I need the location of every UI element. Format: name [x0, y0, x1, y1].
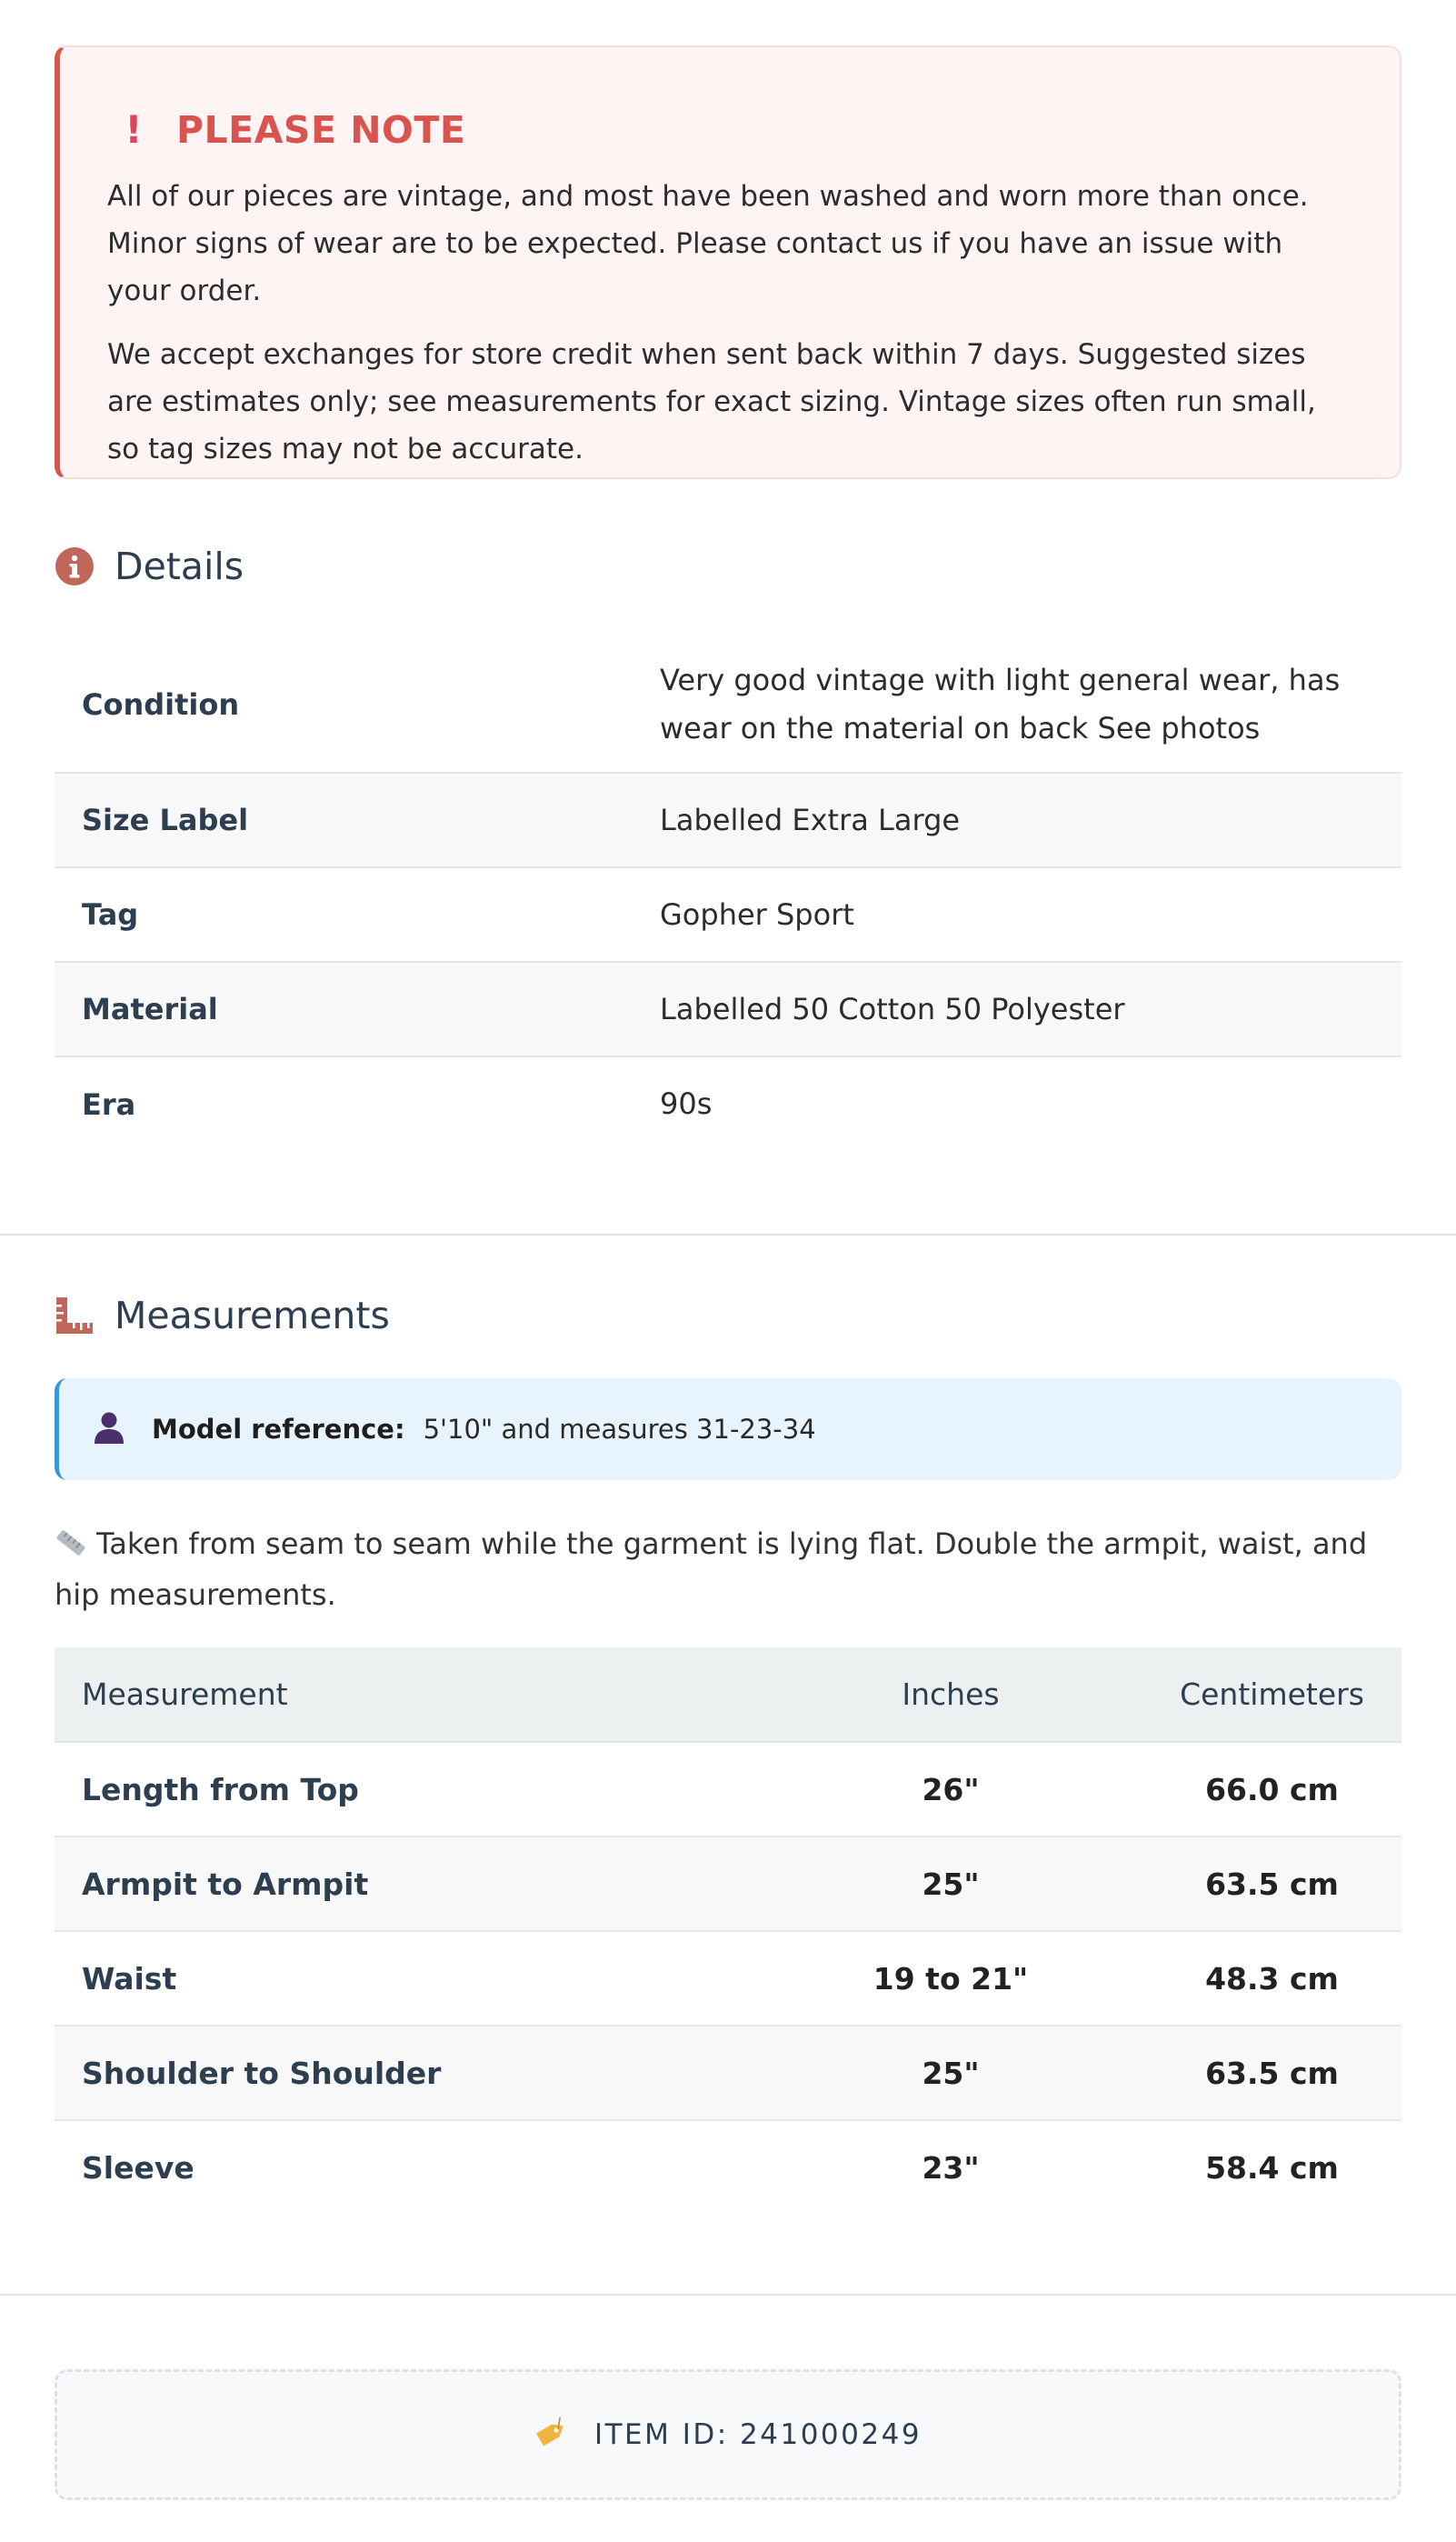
table-row [55, 2120, 1401, 2215]
section-divider [0, 2294, 1456, 2296]
measurement-inches: 19 to 21" [759, 1931, 1142, 2026]
notice-paragraph: We accept exchanges for store credit when sent back within 7 days. Suggested sizes are estimates only; see measurements for exact sizing. Vintage sizes often run small, so tag sizes may not be accurate. [107, 338, 1316, 465]
column-header-inches: Inches [759, 1647, 1142, 1742]
table-header-row [55, 1647, 1401, 1742]
table-row [55, 2026, 1401, 2120]
table-row [55, 1742, 1401, 1836]
measurement-cm: 66.0 cm [1142, 1742, 1401, 1836]
measurement-cm: 48.3 cm [1142, 1931, 1401, 2026]
model-reference-value: 5'10" and measures 31-23-34 [423, 1414, 816, 1445]
detail-label: Size Label [55, 773, 660, 867]
info-circle-icon [55, 546, 95, 586]
table-row [55, 1836, 1401, 1931]
detail-label: Material [55, 962, 660, 1056]
person-icon [94, 1411, 125, 1447]
measurements-table [55, 1647, 1401, 2215]
detail-value: Labelled Extra Large [660, 773, 1401, 867]
model-reference-label: Model reference: [152, 1414, 405, 1445]
notice-title: PLEASE NOTE [176, 108, 466, 152]
tag-icon [534, 2417, 569, 2452]
table-row [55, 1056, 1401, 1151]
table-row [55, 636, 1401, 773]
detail-label: Era [82, 1086, 136, 1122]
measurements-title: Measurements [115, 1294, 390, 1337]
detail-value: Labelled 50 Cotton 50 Polyester [660, 962, 1401, 1056]
detail-value: Very good vintage with light general wear, has wear on the material on back See photos [660, 636, 1401, 773]
column-header-measurement: Measurement [55, 1647, 759, 1742]
model-reference-box [55, 1378, 1401, 1480]
section-divider [0, 1234, 1456, 1236]
measurement-inches: 25" [759, 2026, 1142, 2120]
exclamation-icon: ! [125, 107, 143, 152]
item-id-box [55, 2369, 1401, 2500]
ruler-small-icon [55, 1524, 87, 1571]
column-header-centimeters: Centimeters [1142, 1647, 1401, 1742]
measurement-name: Length from Top [55, 1742, 759, 1836]
ruler-icon [55, 1296, 95, 1336]
measurement-name: Armpit to Armpit [55, 1836, 759, 1931]
measurement-cm: 58.4 cm [1205, 2150, 1339, 2186]
measurement-inches: 25" [759, 1836, 1142, 1931]
table-row [55, 867, 1401, 962]
detail-label: Condition [55, 636, 660, 773]
measurement-cm: 63.5 cm [1142, 1836, 1401, 1931]
measurement-note [55, 1520, 1401, 1618]
details-title: Details [115, 545, 244, 588]
measurement-note-text: Taken from seam to seam while the garment is lying flat. Double the armpit, waist, and hip measurements. [55, 1526, 1368, 1612]
detail-value: Gopher Sport [660, 867, 1401, 962]
table-row [55, 962, 1401, 1056]
table-row [55, 1931, 1401, 2026]
notice-header [107, 98, 1352, 162]
notice-paragraph: All of our pieces are vintage, and most have been washed and worn more than once. Minor signs of wear are to be expected. Please contact us if you have an issue with your order. [107, 180, 1309, 307]
measurement-inches: 26" [759, 1742, 1142, 1836]
item-id-text: ITEM ID: 241000249 [593, 2418, 922, 2451]
table-row [55, 773, 1401, 867]
measurements-heading [55, 1294, 390, 1337]
measurement-name: Sleeve [82, 2150, 194, 2186]
detail-label: Tag [55, 867, 660, 962]
details-heading [55, 545, 244, 588]
measurement-name: Shoulder to Shoulder [55, 2026, 759, 2120]
measurement-inches: 23" [922, 2150, 980, 2186]
measurement-cm: 63.5 cm [1142, 2026, 1401, 2120]
details-table [55, 636, 1401, 1151]
notice-box [55, 45, 1401, 479]
detail-value: 90s [660, 1086, 713, 1121]
measurement-name: Waist [55, 1931, 759, 2026]
